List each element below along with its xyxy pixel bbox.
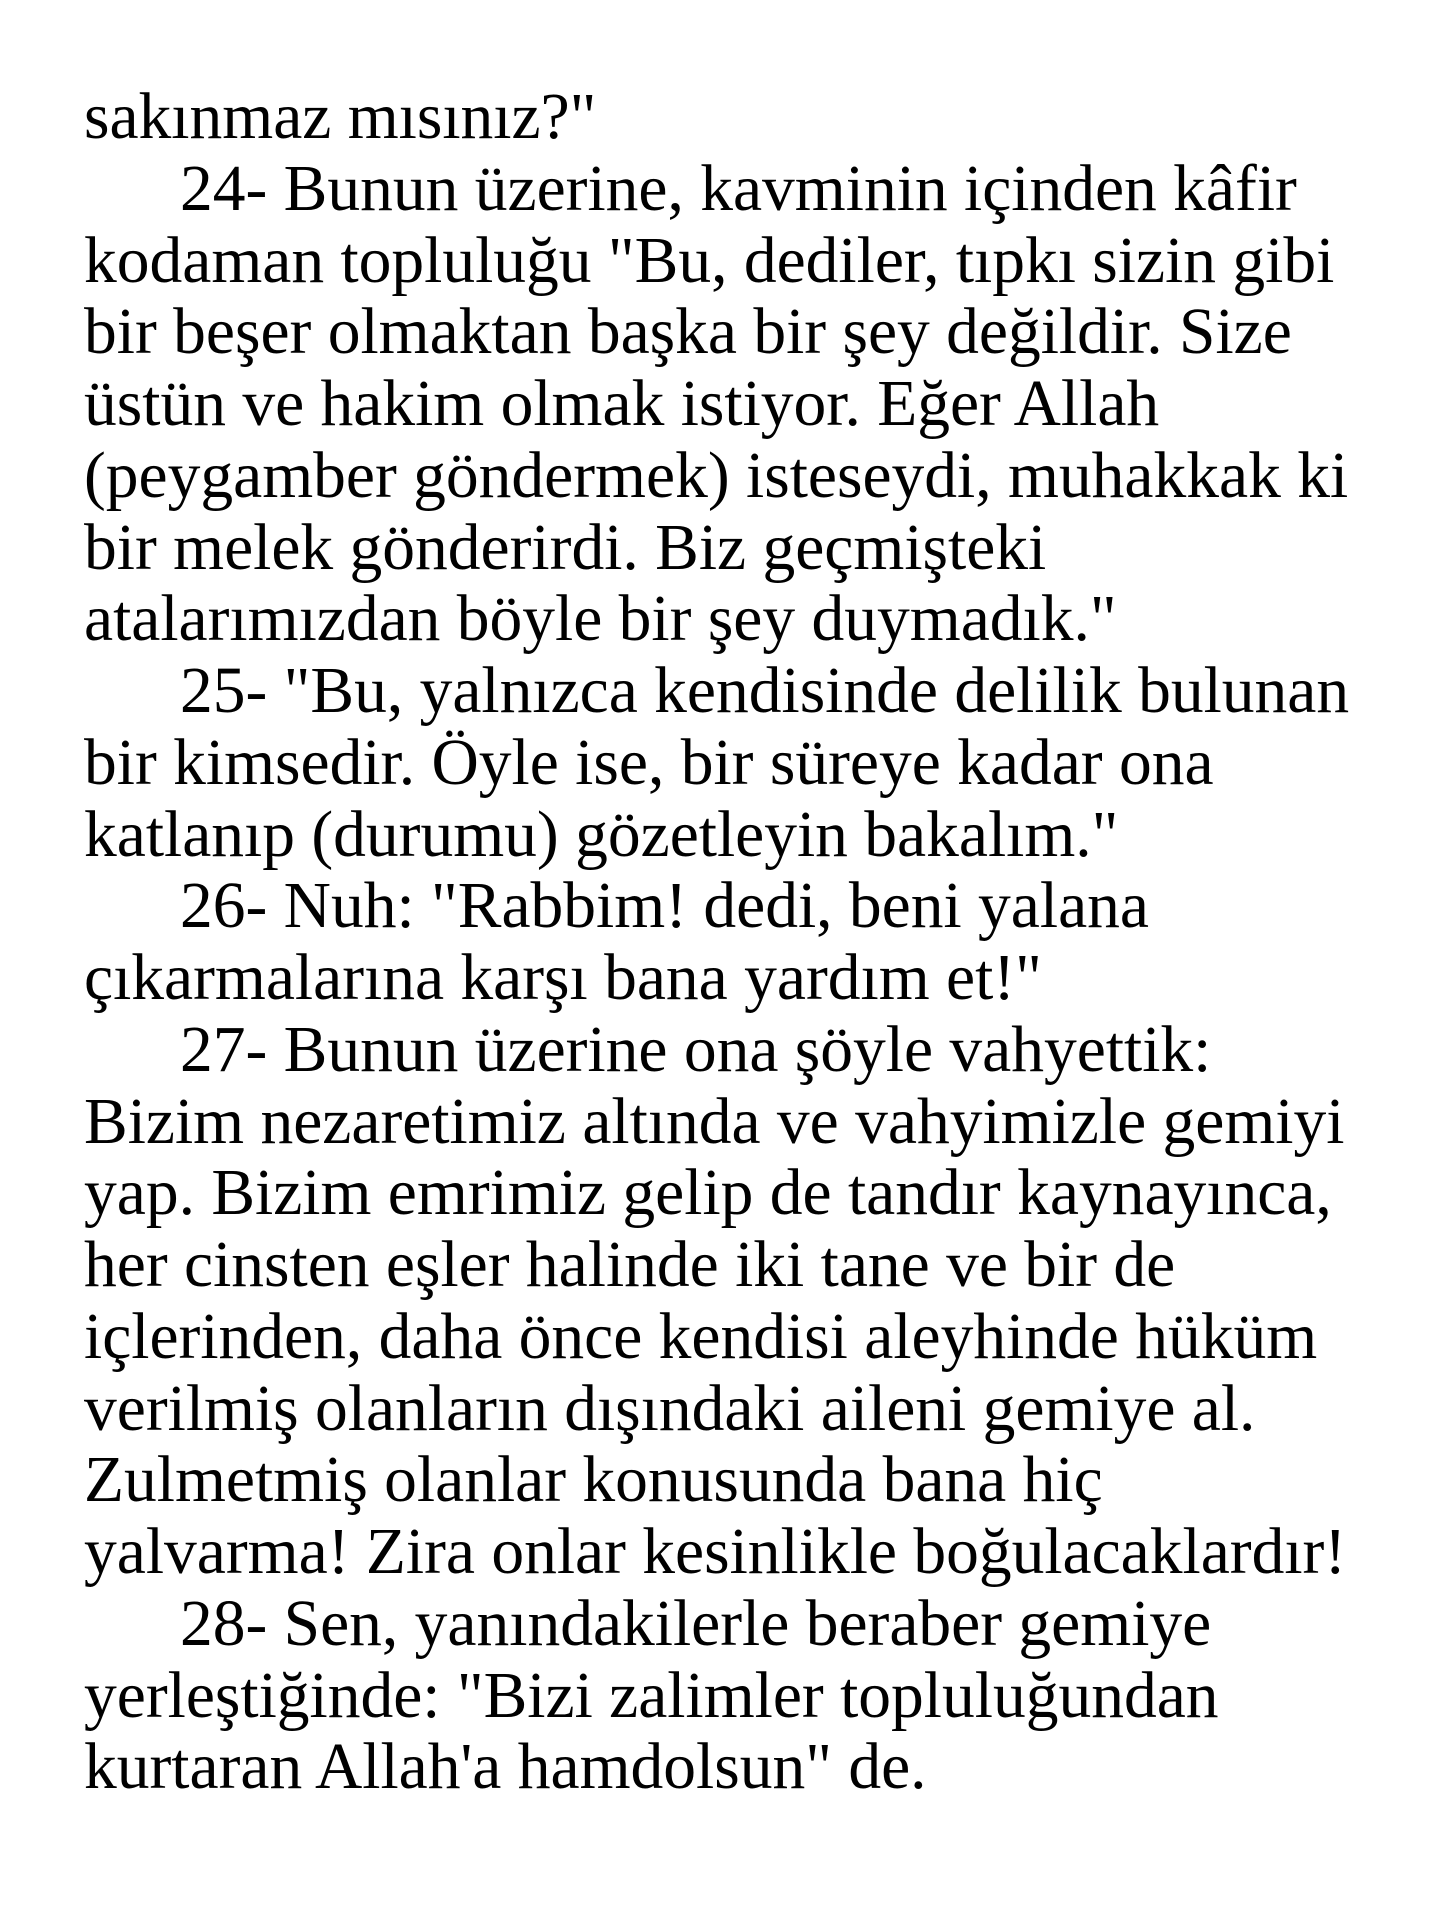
text-line: içlerinden, daha önce kendisi aleyhinde hüküm (84, 1300, 1318, 1373)
text-line: 25- "Bu, yalnızca kendisinde delilik bulunan (180, 655, 1350, 727)
text-line: (peygamber göndermek) isteseydi, muhakkak ki (84, 439, 1349, 512)
text-line: bir melek gönderirdi. Biz geçmişteki (84, 511, 1047, 584)
text-line: bir kimsedir. Öyle ise, bir süreye kadar ona (84, 726, 1214, 799)
text-line: kurtaran Allah'a hamdolsun" de. (84, 1731, 927, 1804)
text-line: katlanıp (durumu) gözetleyin bakalım." (84, 798, 1119, 871)
paragraph-verse-28 (84, 1589, 1414, 1804)
text-line: üstün ve hakim olmak istiyor. Eğer Allah (84, 368, 1160, 440)
paragraph-continuation (84, 82, 1414, 154)
text-line: 26- Nuh: "Rabbim! dedi, beni yalana (180, 870, 1149, 943)
paragraph-verse-27 (84, 1015, 1414, 1589)
text-line: yalvarma! Zira onlar kesinlikle boğulacaklardır! (84, 1516, 1347, 1588)
text-line: çıkarmalarına karşı bana yardım et!" (84, 942, 1042, 1014)
text-line: 28- Sen, yanındakilerle beraber gemiye (180, 1587, 1212, 1660)
text-line: sakınmaz mısınız?" (84, 81, 597, 153)
text-line: Bizim nezaretimiz altında ve vahyimizle gemiyi (84, 1085, 1345, 1158)
document-page (84, 82, 1414, 1804)
paragraph-verse-26 (84, 871, 1414, 1015)
text-line: 24- Bunun üzerine, kavminin içinden kâfir (180, 152, 1297, 225)
text-line: her cinsten eşler halinde iki tane ve bir de (84, 1229, 1176, 1301)
text-line: yap. Bizim emrimiz gelip de tandır kaynayınca, (84, 1157, 1332, 1230)
text-line: atalarımızdan böyle bir şey duymadık." (84, 583, 1117, 656)
text-line: bir beşer olmaktan başka bir şey değildir. Size (84, 296, 1292, 369)
text-line: yerleştiğinde: "Bizi zalimler topluluğundan (84, 1659, 1219, 1732)
paragraph-verse-25 (84, 656, 1414, 871)
text-line: kodaman topluluğu "Bu, dediler, tıpkı sizin gibi (84, 224, 1335, 297)
text-line: Zulmetmiş olanlar konusunda bana hiç (84, 1444, 1103, 1517)
paragraph-verse-24 (84, 154, 1414, 656)
text-line: 27- Bunun üzerine ona şöyle vahyettik: (180, 1013, 1212, 1086)
text-line: verilmiş olanların dışındaki aileni gemiye al. (84, 1372, 1256, 1445)
